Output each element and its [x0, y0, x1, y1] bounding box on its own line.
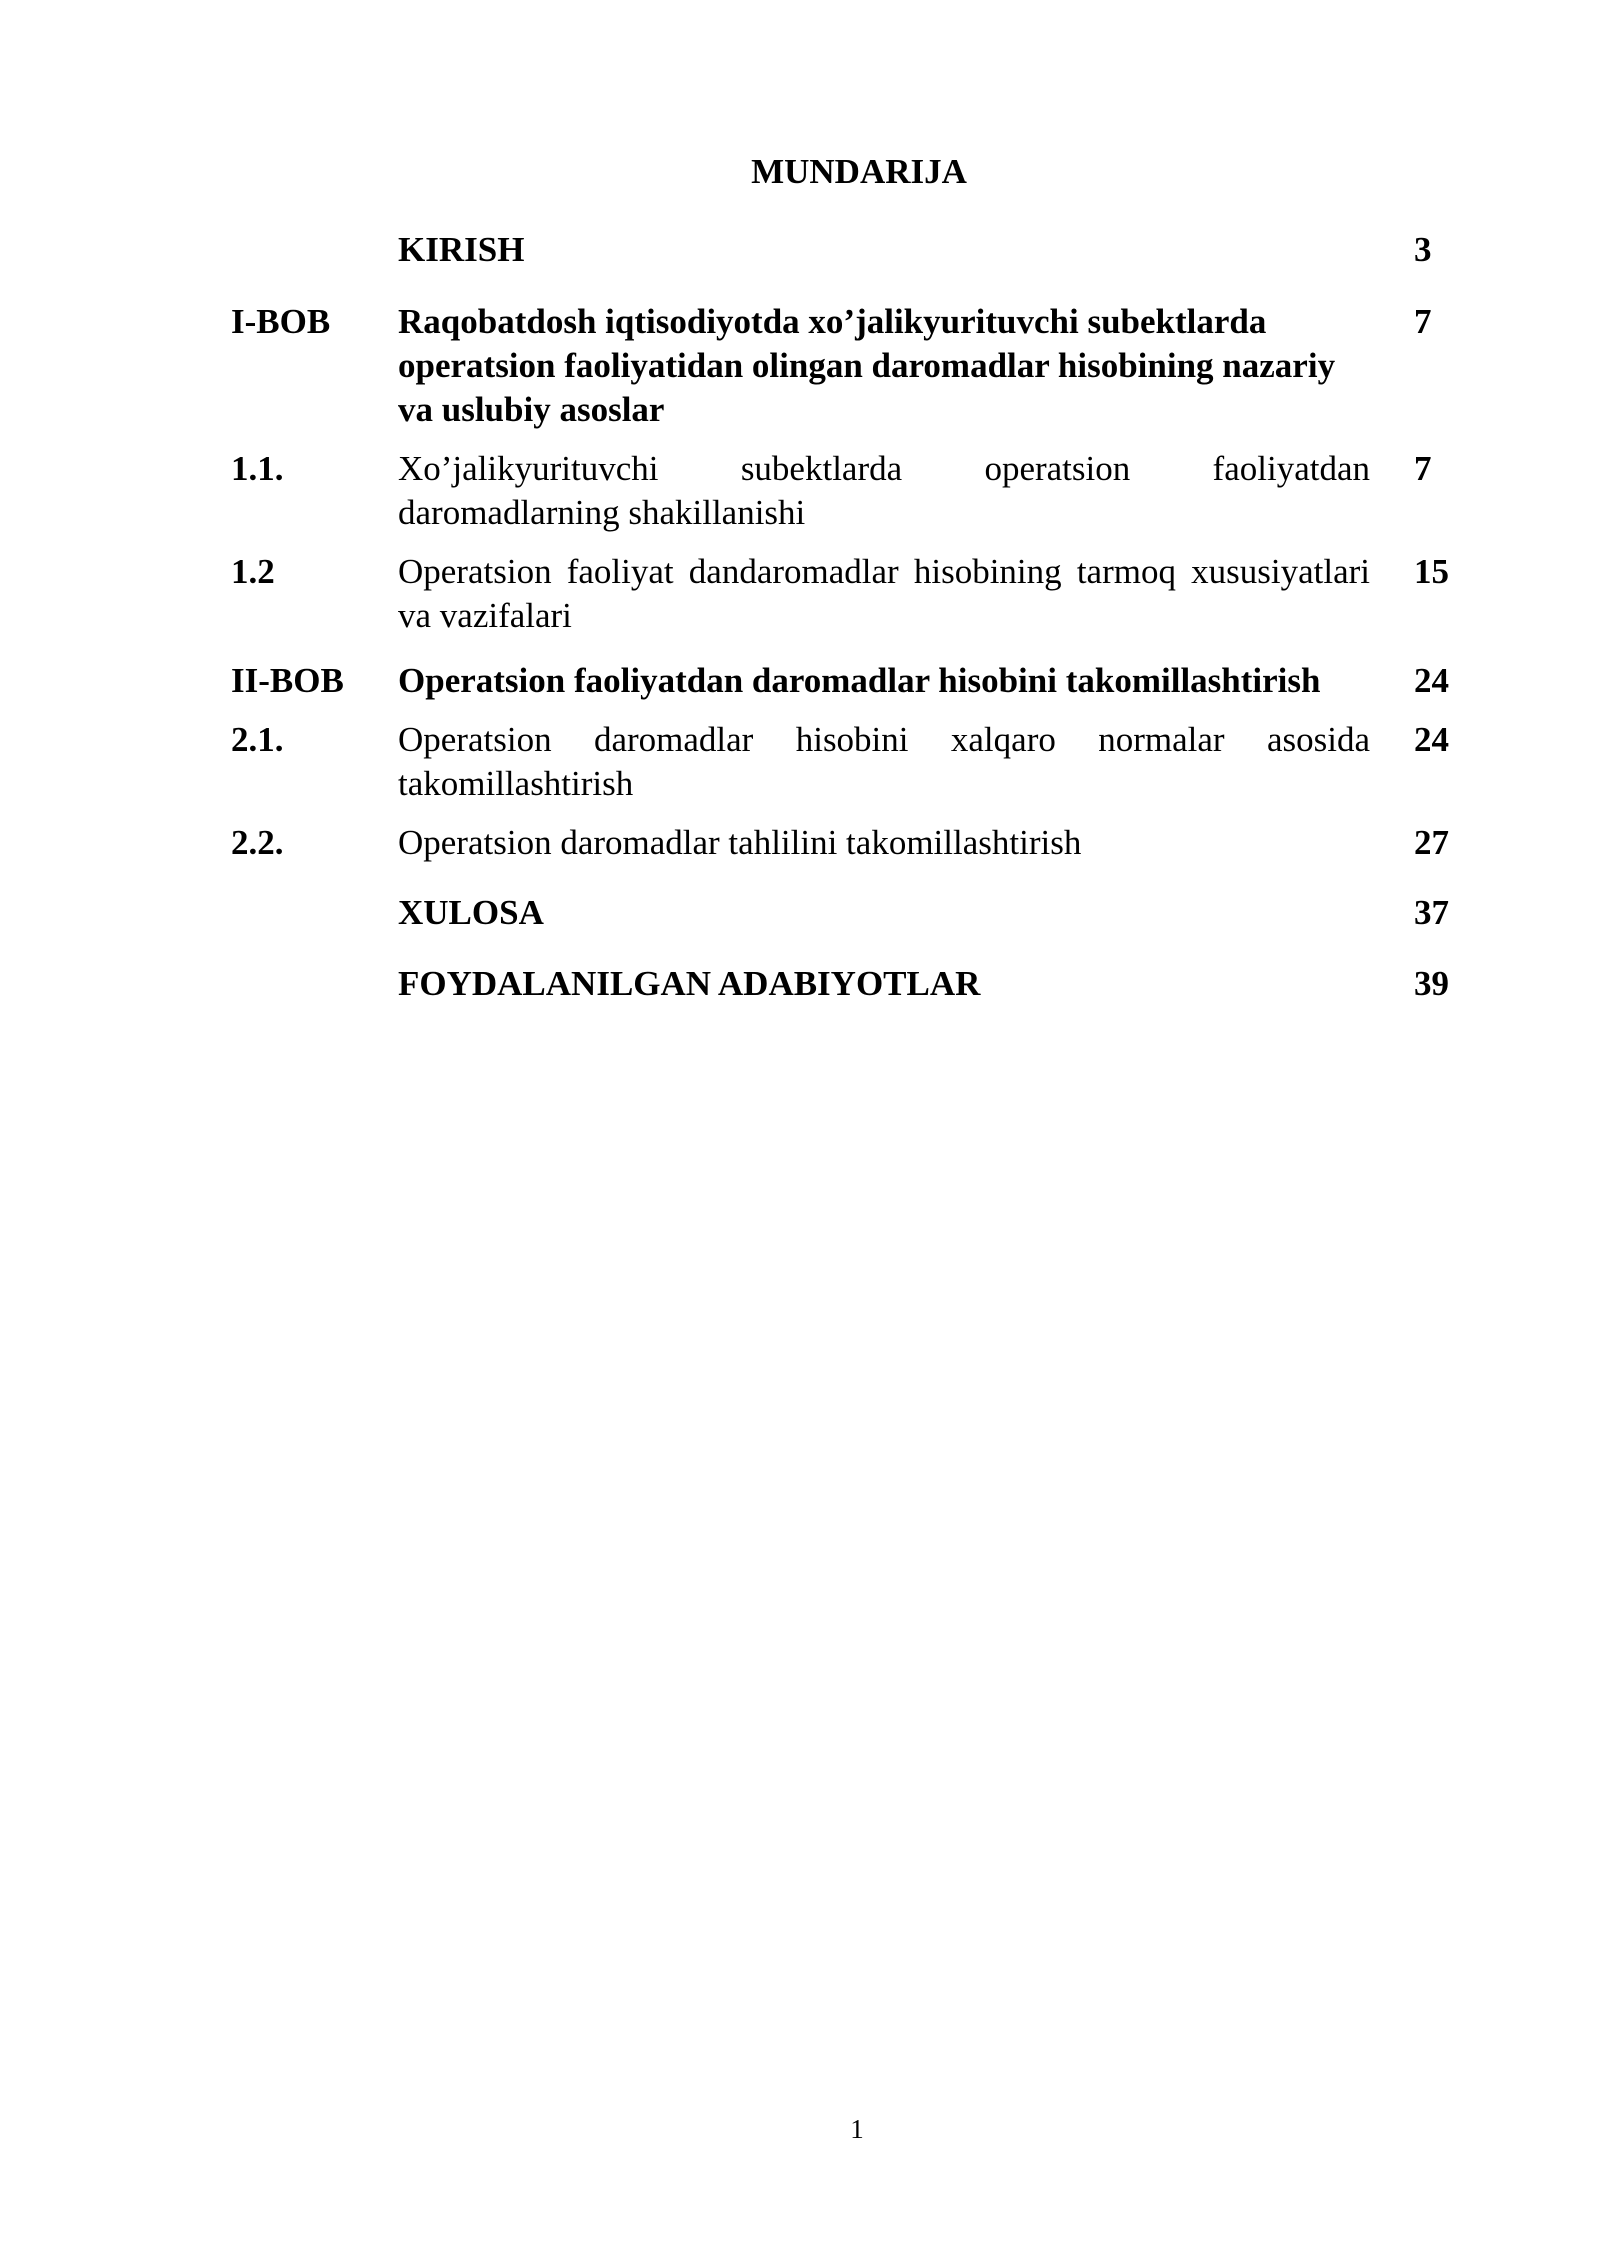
toc-entry-page: 15	[1414, 552, 1449, 591]
page-title: MUNDARIJA	[751, 152, 967, 191]
toc-entry-number: 1.2	[231, 552, 275, 591]
toc-entry-page: 39	[1414, 964, 1449, 1003]
toc-entry-title: Operatsion faoliyat dandaromadlar hisobining tarmoq xususiyatlari va vazifalari	[398, 552, 1370, 635]
toc-entry-page: 3	[1414, 230, 1432, 269]
toc-entry-page: 27	[1414, 823, 1449, 862]
toc-entry-number: 1.1.	[231, 449, 284, 488]
toc-entry-title: XULOSA	[398, 893, 544, 932]
toc-entry-title: Operatsion daromadlar tahlilini takomillashtirish	[398, 823, 1082, 862]
page-number: 1	[850, 2114, 864, 2144]
toc-entry-title: KIRISH	[398, 230, 525, 269]
toc-entry-page: 7	[1414, 449, 1432, 488]
toc-entry-references	[231, 962, 1451, 1006]
table-of-contents	[231, 228, 1451, 1006]
toc-entry-number: II-BOB	[231, 661, 344, 700]
toc-entry-section-1-1	[231, 447, 1451, 535]
toc-entry-number: 2.1.	[231, 720, 284, 759]
toc-entry-title: Operatsion faoliyatdan daromadlar hisobini takomillashtirish	[398, 661, 1321, 700]
toc-entry-page: 7	[1414, 302, 1432, 341]
toc-entry-page: 24	[1414, 720, 1449, 759]
toc-entry-section-1-2	[231, 550, 1451, 638]
toc-entry-title: FOYDALANILGAN ADABIYOTLAR	[398, 964, 981, 1003]
toc-entry-section-2-2	[231, 821, 1451, 865]
toc-entry-number: I-BOB	[231, 302, 331, 341]
toc-entry-title: Raqobatdosh iqtisodiyotda xo’jalikyurituvchi subektlarda operatsion faoliyatidan olingan daromadlar hisobining nazariy va uslubiy asoslar	[398, 302, 1336, 429]
toc-entry-chapter-2	[231, 659, 1451, 703]
toc-entry-kirish	[231, 228, 1451, 272]
toc-entry-page: 24	[1414, 661, 1449, 700]
toc-entry-number: 2.2.	[231, 823, 284, 862]
toc-entry-page: 37	[1414, 893, 1449, 932]
toc-entry-section-2-1	[231, 718, 1451, 806]
toc-entry-chapter-1	[231, 300, 1451, 432]
toc-entry-xulosa	[231, 891, 1451, 935]
toc-entry-title: Operatsion daromadlar hisobini xalqaro normalar asosida takomillashtirish	[398, 720, 1370, 803]
toc-entry-title: Xo’jalikyurituvchi subektlarda operatsion faoliyatdan daromadlarning shakillanishi	[398, 449, 1370, 532]
